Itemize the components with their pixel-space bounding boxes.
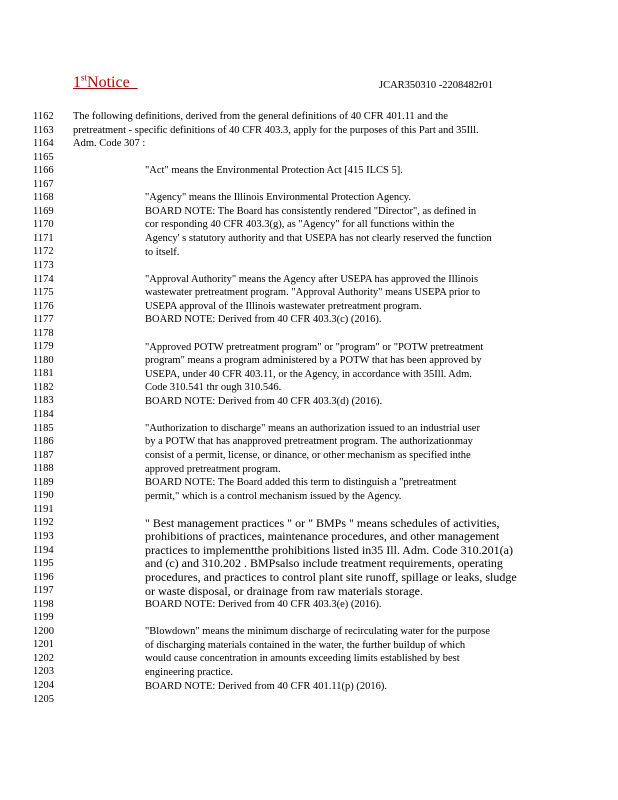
text-line: would cause concentration in amounts exceeding limits established by best (145, 653, 460, 665)
text-line: Adm. Code 307 : (73, 138, 146, 150)
text-line: cor responding 40 CFR 403.3(g), as "Agency" for all functions within the (145, 219, 455, 231)
line-number: 1171 (33, 232, 54, 244)
text-line: practices to implementthe prohibitions listed in35 Ill. Adm. Code 310.201(a) (145, 543, 513, 557)
text-line: program" means a program administered by a POTW that has been approved by (145, 355, 482, 367)
line-number: 1197 (33, 585, 54, 597)
line-number: 1178 (33, 327, 54, 339)
text-line: by a POTW that has anapproved pretreatment program. The authorizationmay (145, 436, 473, 448)
line-number: 1187 (33, 449, 54, 461)
line-number: 1199 (33, 612, 54, 624)
line-number: 1192 (33, 517, 54, 529)
text-line: USEPA, under 40 CFR 403.11, or the Agency, in accordance with 35Ill. Adm. (145, 368, 472, 380)
line-number: 1169 (33, 205, 54, 217)
line-number: 1182 (33, 381, 54, 393)
line-number: 1170 (33, 219, 54, 231)
text-line: pretreatment - specific definitions of 40 CFR 403.3, apply for the purposes of this Part and 35Ill. (73, 124, 479, 136)
line-number: 1205 (33, 693, 54, 705)
text-line: USEPA approval of the Illinois wastewater pretreatment program. (145, 300, 422, 312)
line-number: 1184 (33, 409, 54, 421)
text-line: "Approved POTW pretreatment program" or "program" or "POTW pretreatment (145, 341, 484, 353)
text-line: BOARD NOTE: Derived from 40 CFR 401.11(p) (2016). (145, 680, 387, 692)
text-line: "Blowdown" means the minimum discharge of recirculating water for the purpose (145, 626, 490, 638)
line-number: 1173 (33, 260, 54, 272)
text-line: "Authorization to discharge" means an authorization issued to an industrial user (145, 422, 480, 434)
notice-heading (73, 74, 138, 92)
line-number: 1176 (33, 300, 54, 312)
line-number: 1202 (33, 652, 54, 664)
text-line: permit," which is a control mechanism issued by the Agency. (145, 490, 402, 502)
line-number: 1174 (33, 273, 54, 285)
line-number: 1204 (33, 679, 54, 691)
line-number: 1175 (33, 287, 54, 299)
text-line: BOARD NOTE: The Board added this term to distinguish a "pretreatment (145, 477, 457, 489)
text-line: or waste disposal, or drainage from raw materials storage. (145, 584, 423, 598)
text-line: and (c) and 310.202 . BMPsalso include treatment requirements, operating (145, 557, 503, 571)
line-number: 1177 (33, 314, 54, 326)
text-line: Code 310.541 thr ough 310.546. (145, 382, 282, 394)
text-line: prohibitions of practices, maintenance procedures, and other management (145, 530, 500, 544)
text-line: BOARD NOTE: Derived from 40 CFR 403.3(e) (2016). (145, 599, 382, 611)
line-number: 1186 (33, 436, 54, 448)
text-line: to itself. (145, 246, 180, 258)
text-line: BOARD NOTE: Derived from 40 CFR 403.3(d) (2016). (145, 395, 383, 407)
notice-suffix: Notice (87, 74, 130, 91)
line-number: 1162 (33, 111, 54, 122)
line-number: 1164 (33, 138, 54, 150)
text-line: "Agency" means the Illinois Environmental Protection Agency. (145, 192, 411, 204)
line-number: 1168 (33, 192, 54, 204)
line-number: 1200 (33, 625, 54, 637)
text-line: of discharging materials contained in the water, the further buildup of which (145, 639, 466, 651)
text-line: " Best management practices " or " BMPs " means schedules of activities, (145, 516, 500, 530)
line-number-column (33, 110, 63, 706)
line-number: 1163 (33, 124, 54, 136)
line-number: 1203 (33, 666, 54, 678)
line-number: 1185 (33, 422, 54, 434)
text-line: approved pretreatment program. (145, 463, 281, 475)
line-number: 1190 (33, 490, 54, 502)
line-number: 1166 (33, 165, 54, 177)
line-number: 1188 (33, 463, 54, 475)
line-number: 1194 (33, 544, 54, 556)
line-number: 1172 (33, 246, 54, 258)
text-line: wastewater pretreatment program. "Approval Authority" means USEPA prior to (145, 287, 481, 299)
text-line: BOARD NOTE: Derived from 40 CFR 403.3(c) (2016). (145, 314, 382, 326)
line-number: 1183 (33, 395, 54, 407)
line-number: 1201 (33, 639, 54, 651)
line-number: 1198 (33, 598, 54, 610)
notice-prefix: 1 (73, 74, 81, 91)
text-line: Agency' s statutory authority and that USEPA has not clearly reserved the function (145, 233, 492, 245)
line-number: 1180 (33, 354, 54, 366)
line-number: 1189 (33, 476, 54, 488)
line-number: 1196 (33, 571, 54, 583)
text-line: The following definitions, derived from the general definitions of 40 CFR 401.11 and the (73, 111, 448, 122)
line-number: 1165 (33, 151, 54, 163)
text-line: "Approval Authority" means the Agency after USEPA has approved the Illinois (145, 273, 479, 285)
line-number: 1167 (33, 178, 54, 190)
text-line: BOARD NOTE: The Board has consistently rendered "Director", as defined in (145, 205, 477, 217)
notice-superscript: st (81, 72, 88, 83)
line-number: 1179 (33, 341, 54, 353)
text-line: consist of a permit, license, or dinance, or other mechanism as specified inthe (145, 450, 471, 461)
text-line: engineering practice. (145, 666, 234, 678)
line-number: 1193 (33, 530, 54, 542)
text-line: procedures, and practices to control plant site runoff, spillage or leaks, sludge (145, 571, 517, 585)
line-number: 1195 (33, 558, 54, 570)
text-line: "Act" means the Environmental Protection Act [415 ILCS 5]. (145, 165, 403, 177)
document-code: JCAR350310 -2208482r01 (379, 80, 494, 91)
line-number: 1191 (33, 503, 54, 515)
line-number: 1181 (33, 368, 54, 380)
